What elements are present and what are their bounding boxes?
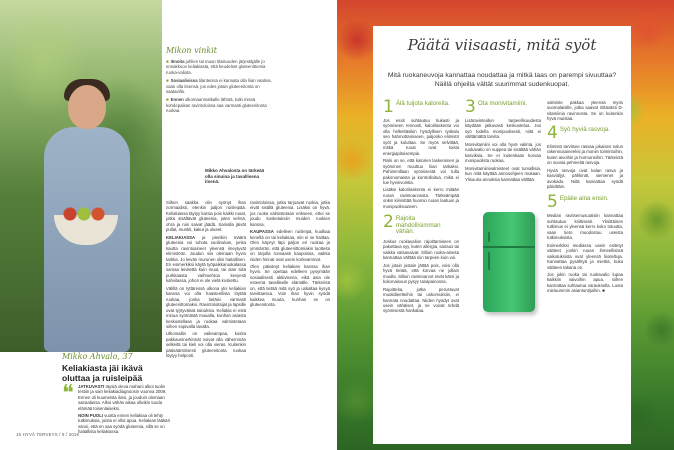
paragraph: Esimerkiksi mediassa usein esitetyt väitteet jonkin ruoan ihmeellisistä vaikutuksista ovat yleensä liioiteltuja. Kannattaa pysähtyä ja miettiä, kuka väitteen takana on. [547, 242, 623, 270]
bullet-icon: ■ [166, 78, 169, 84]
paragraph: KELIAKIASSA ja pienikin määrä gluteenia voi tuhota suolinukan, jonka kautta ravintoaineet yleensä imeytyvät elimistöön. Joudun siis olemaan hyvin tarkka. Jo leivän murunen olisi haitallinen. En esimerkiksi käytä työpaikkaruokalassa samaa leivitettä kuin muut, tai otan siitä purkkaasta vaihtoehtoa kevyesti kahvilassa, johon ei ole vielä koskettu. [166, 234, 246, 284]
paragraph: Jos essit suhtautuu tiukasti ja syömiseen rennosti, kalorilaskenta voi olla helkeltäsikin hyödyllinen työkalu sen hahmottamiseen, paljonko elimistö syöt ja kuluttaa. Se myös selvittää, mitkä ruoat ovat toisia energiapitoisempia. [383, 118, 459, 156]
tips-sidebar [166, 46, 274, 117]
paragraph: Hyviä rasvoja ovat kalan rasva ja kasviöljyt, pähkinät, siemenet ja avokado. Niitä kannattaa syödä päivittäin. [547, 167, 623, 189]
article-intro-text [78, 384, 170, 437]
tips-column-3 [547, 100, 623, 296]
tips-title: Mikon vinkit [166, 46, 217, 55]
tip-number: 5 [547, 192, 558, 213]
right-page [337, 0, 674, 450]
tip-item: ■ Ennen ulkomaanmatkalle lähtöä, tutki missä kohdepaikan ravintoloissa saa varmasti gluteenitonta ruokaa. [166, 97, 267, 114]
paragraph: Olen päivänyt keliakian kanssa ihan hyvin. Se opettaa edelleen pysymään sosiaalisesti aktiivisena, eikä asia ole esteenä tavalliselle elämälle. Tärkeintä on, että tietää mitä syö ja uskaltaa kysyä tarvittaessa. Voin ihan hyvin syödä kaikkea muuta, kunhan se on gluteenitonta. [250, 263, 330, 308]
paragraph: Lisäravinteiden tarpeellisuudesta käydään jatkuvasti keskustelua. Jos syö todella monipuolisesti, niitä ei välttämättä tarvita. [465, 118, 541, 140]
tip-heading-text: Epäile aina ensin. [559, 195, 609, 203]
fridge-illustration [483, 212, 535, 312]
paragraph: KAUPASSA edelleen ruisleipä, kuulkaa kenellä on tai keliakiaa, niin ei se haittaa. Olen käynyt läpi paljon eri ruokaa ja ymmärrän, että gluteenittomiakin tuotteita on tarjolla runsaasti kaupoissa, vaikka niiden hinnat ovat usein korkeammat. [250, 229, 330, 262]
bullet-icon: ■ [166, 97, 169, 103]
paragraph: NOIN PUOLI vuotta ennen keliakiaa oli tehty tutkimuksia, joista ei ollut apua. Keliakian lääkäri sanoi, että en saa syödä gluteenia, sillä se on haitallista keliakiassa. [78, 413, 170, 435]
bullet-icon: ■ [166, 59, 169, 64]
article-intro: Mitä ruokaneuvoja kannattaa noudattaa ja mitkä taas on parempi sivuuttaa? Näillä ohjeilla vältät suurimmat sudenkuopat. [387, 72, 617, 88]
tip-heading-text: Syö hyviä rasvoja. [559, 125, 611, 133]
tip-heading-3 [465, 97, 541, 117]
paragraph: valmiste pakkaa yleensä myös suomalaisille, jotka saavat riittävästi D-vitamiinia ravinnosta. Se on kuitenkin hyvä muistaa. [547, 100, 623, 122]
paragraph: Ulkomailla on vaikeampaa, koska pakkausmerkinnät voivat olla vähemmän selkeitä tai kieli voi olla vieras. Kuitenkin pääsääntöisesti gluteenitonta ruokaa löytyy helposti. [166, 331, 246, 359]
fridge-handle [488, 252, 490, 270]
tip-item: ■ Ilmoita juhlien tai muun tilaisuuden järjestäjälle jo ennakkoon keliakiasta, että keudelset gluteenittomia ruoka-valiota. [166, 59, 266, 75]
page-folio: 16 HYVÄ TERVEYS / 9 / 2016 [16, 432, 80, 437]
article-column-1 [166, 200, 246, 361]
paragraph: Elimistö tarvitsee rasvaa jokaisen solun rakennusaineeksi ja moniin toimintoihin, kuten aivoihin ja hormoneihin. Tärkeintä on suosia pehmeitä rasvoja. [547, 143, 623, 166]
paragraph: ravintoloissa, jotka tarjoavat ruokia, jotka eivät sisällä gluteenia. Lisäksi on hyvä, jos ruoka valmistetaan erikseen, ettei se joudu kosketuksiin muiden ruokien kanssa. [250, 200, 330, 227]
paragraph: Monivitamiini voi olla hyvä valinta, jos ruokavalio on suppea tai sisältää vähän kasviksia. Se ei kuitenkaan korvaa monipuolista ruokaa. [465, 141, 541, 164]
tip-heading-text: Rajoita mahdollisimman vähän. [395, 215, 441, 236]
paragraph: Lisäksi kalorilaskenta ei kerro mitään ruoan ravintoarvoista. Tärkeämpää onkin kiinnittää huomio ruoan laatuun ja monipuolisuuteen. [383, 187, 459, 209]
tip-item: ■ Sosiaalisissa tilanteissa ei kannata olla liian vaativa, vaan olla itsensä, jos edes jotain gluteenitonta on saatavilla. [166, 78, 272, 95]
paragraph: Siihen saakka olin syönyt ihan normaalisti, etenkin paljon ruisleipää. Keliakiassa täytyy karsia pois kaikki ruoat, jotka sisältävät gluteenia, joten vehnä, ohra ja ruis saivat jäädä. Samalla jäivät pullat, munkit, kakut ja olueet. [166, 200, 247, 233]
paragraph: Välillä on tyttäressä ulkona ylis keliakian kanssa voi olla haasteellista löytää ruokaa, jonka tietäisi varmasti gluteenittomaksi. Ravintoloitsijat ja lapsille ovat tyytyväisiä talouksia. Keliakia ei estä minua syömästä muualla, kunhan asiasta keskustellaan ja ruokaa valmistetaan siihen sopivalla tavalla. [166, 285, 247, 329]
paragraph: Joskus ruokavalion rajoittamiseen on pakottava syy, kuten allergia, sairaus tai vaikka vatsavaivat. Silloin ruoka-aineita kannattaa välttää niin tarpeen kuin voi. [383, 239, 459, 261]
tip-number: 1 [383, 97, 394, 117]
content-panel [373, 26, 631, 444]
tip-heading-5 [547, 192, 623, 213]
photo-caption: Mikko Ahvalosta on tärkeää olla sinuina ja tavallisena itsenä. [205, 168, 265, 185]
pull-quote: Keliakiasta jäi ikävä oluttaa ja ruisleipää [62, 363, 143, 383]
tip-heading-1 [383, 97, 459, 117]
tips-column-2 [465, 97, 541, 184]
tip-heading-4 [547, 122, 623, 143]
quote-mark-icon: ❝ [62, 381, 74, 406]
tip-heading-2 [383, 212, 459, 236]
paragraph: JATKUVASTI täysiä oleva mahani alkoi tuolin testiin ja sain keliakiadiagnoosin vuonna 2009. Ennen oli kuumeista iloisi, ja jouduin olemaan sairaalassa. Alkoi vähän aikaa ollutkin tuoda elämää toisenlaiseksi. [78, 384, 167, 411]
paragraph: Jos jotain jostain jättää pois, voisi olla hyvä tietää, että korvaa ne jollain muulla. Silloin ravintoarvot eivät kärsi ja kokonaisuus pysyy tasapainossa. [383, 262, 459, 285]
paragraph: Jos jokin ruoka tai ruokavalio lupaa kaikkiin vaivoihin apua, siihen kannattaa suhtautua varauksella. Luota mieluummin asiantuntijoihin. ■ [547, 271, 623, 294]
tip-heading-text: Ota monivitamiini. [477, 100, 527, 107]
fridge-handle [488, 232, 490, 242]
apples [62, 207, 110, 221]
tip-number: 3 [465, 97, 476, 117]
portrait-photo [0, 0, 162, 352]
paragraph: Median ravitsemusuutisiin kannattaa suhtautua kriittisesti. Yksittäinen tutkimus ei yleensä kerro koko totuutta, vaan tieto muodostuu useista tutkimuksista. [547, 213, 623, 241]
article-column-2 [250, 200, 330, 310]
article-title: Päätä viisaasti, mitä syöt [407, 36, 597, 54]
tip-number: 4 [547, 122, 558, 143]
person-illustration [40, 85, 132, 352]
paragraph: Rajoitteita, jotka perustuvat muotidieetteihin tai uskomuksiin, ei kannata noudattaa. Niiden hyödyt ovat usein vähäiset, ja ne voivat tehdä syömisestä hankalaa. [383, 286, 459, 314]
tip-heading-text: Älä tuijota kaloreita. [395, 100, 450, 107]
tip-number: 2 [383, 212, 394, 233]
tips-column-1 [383, 97, 459, 316]
paragraph: Monivitamiinivalmisteet ovat turvallisia, kun niitä käyttää annosohjeen mukaan. Ylisuuria annoksia kannattaa välttää. [465, 165, 541, 182]
paragraph: Riski on se, että kalorien laskeminen ja syöminen muuttuu liian tarkaksi. Pahimmillaan syömisestä voi tulla pakonomaista ja kontrolloitua, mikä ei tue hyvinvointia. [383, 158, 459, 185]
interviewee-byline: Mikko Ahvalo, 37 [62, 352, 133, 361]
